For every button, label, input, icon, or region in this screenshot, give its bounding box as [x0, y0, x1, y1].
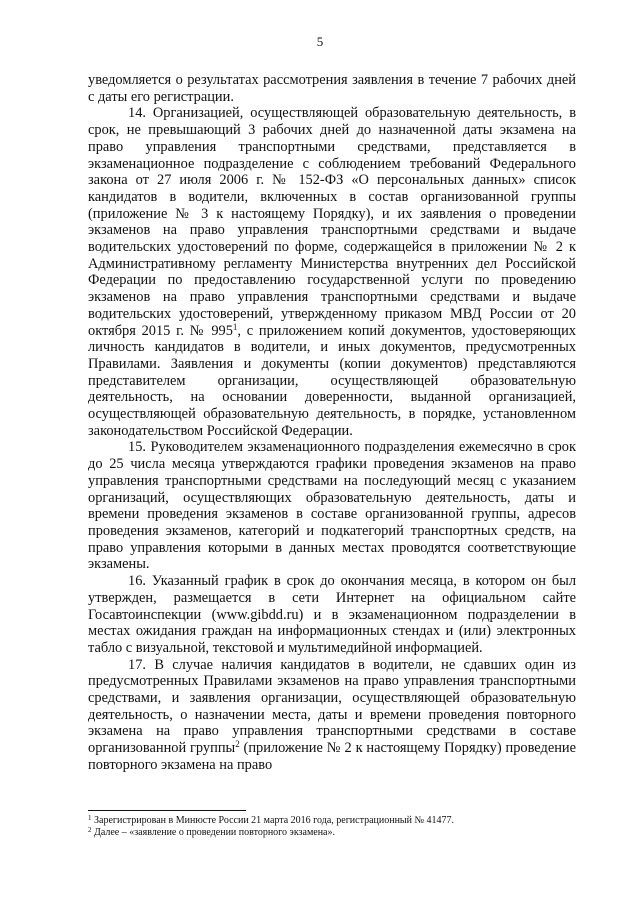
footnotes [88, 815, 576, 839]
footnote-ref-2: 2 [235, 739, 240, 750]
document-body [88, 72, 576, 774]
paragraph-14 [88, 105, 576, 439]
paragraph-17 [88, 657, 576, 774]
page-number: 5 [316, 34, 324, 49]
paragraph-continuation [88, 72, 576, 105]
paragraph-15 [88, 439, 576, 573]
paragraph-text: 15. Руководителем экзаменационного подразделения ежемесячно в срок до 25 числа месяца утверждаются графики проведения экзаменов на право управления транспортными средствами на последующий месяц с указанием организаций, осуществляющих образовательную деятельность, даты и времени проведения экзаменов в составе организованной группы, адресов проведения экзаменов, категорий и подкатегорий транспортных средств, на право управления которыми в данных местах проводятся соответствующие экзамены. [88, 439, 576, 573]
paragraph-text: уведомляется о результатах рассмотрения заявления в течение 7 рабочих дней с даты его регистрации. [88, 72, 576, 105]
footnote-ref-1: 1 [232, 321, 238, 332]
footnote-mark: 2 [88, 826, 92, 834]
paragraph-text: (приложение № 2 к настоящему Порядку) проведение повторного экзамена на право [88, 740, 576, 773]
footnote-mark: 1 [88, 814, 92, 822]
paragraph-text: 14. Организацией, осуществляющей образовательную деятельность, в срок, не превышающий 3 рабочих дней до назначенной даты экзамена на право управления транспортными средствами, представляется в экзаменационное подразделение с соблюдением требований Федерального закона от 27 июля 2006 г. № 152-ФЗ «О персональных данных» список кандидатов в водители, включенных в состав организованной группы (приложение № 3 к настоящему Порядку), и их заявления о проведении экзаменов на право управления транспортными средствами и выдаче водительских удостоверений по форме, содержащейся в приложении № 2 к Административному регламенту Министерства внутренних дел Российской Федерации по предоставлению государственной услуги по проведению экзаменов на право управления транспортными средствами и выдаче водительских удостоверений, утвержденному приказом МВД России от 20 октября 2015 г. № 995 [88, 105, 576, 339]
footnote-1 [88, 815, 576, 827]
paragraph-16 [88, 573, 576, 657]
footnote-text: Далее – «заявление о проведении повторного экзамена». [91, 827, 335, 838]
paragraph-text: 17. В случае наличия кандидатов в водители, не сдавших один из предусмотренных Правилами экзаменов на право управления транспортными средствами, и заявления организации, осуществляющей образовательную деятельность, о назначении места, даты и времени проведения повторного экзамена на право управления транспортными средствами в составе организованной группы [88, 656, 576, 757]
paragraph-text: , с приложением копий документов, удостоверяющих личность кандидатов в водители, и иных документов, предусмотренных Правилами. Заявления и документы (копии документов) представляются представителем организации, осуществляющей образовательную деятельность, на основании доверенности, выданной организацией, осуществляющей образовательную деятельность, в порядке, установленном законодательством Российской Федерации. [88, 322, 576, 439]
footnote-2 [88, 827, 576, 839]
footnote-separator [88, 810, 246, 811]
paragraph-text: 16. Указанный график в срок до окончания месяца, в котором он был утвержден, размещается в сети Интернет на официальном сайте Госавтоинспекции (www.gibdd.ru) и в экзаменационном подразделении в местах ожидания граждан на информационных стендах и (или) электронных табло с визуальной, текстовой и мультимедийной информацией. [88, 573, 576, 656]
footnote-text: Зарегистрирован в Минюсте России 21 марта 2016 года, регистрационный № 41477. [91, 815, 455, 826]
